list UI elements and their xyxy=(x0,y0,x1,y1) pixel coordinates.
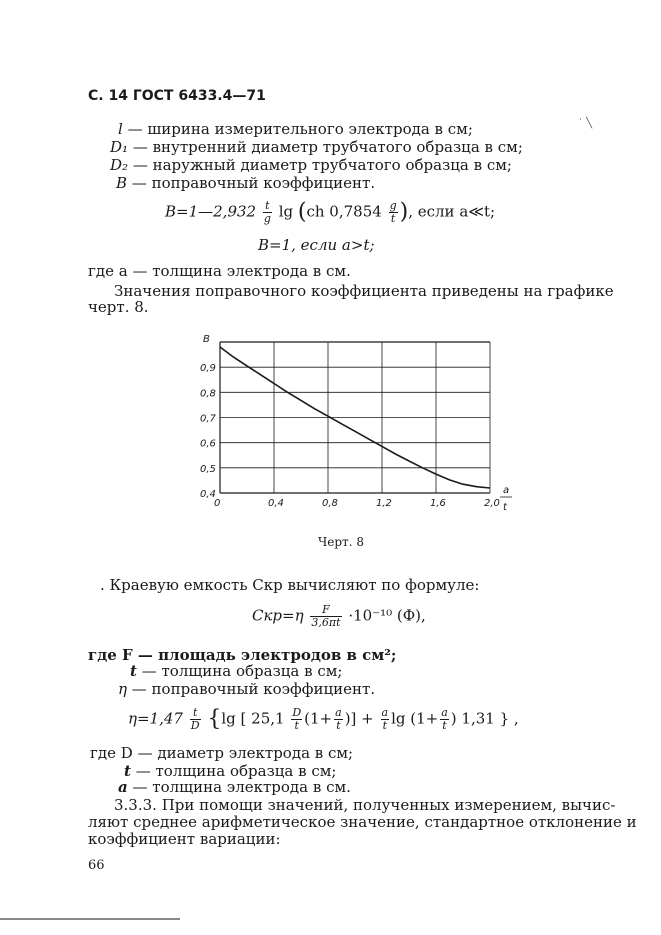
definition-d-text: — диаметр электрода в см; xyxy=(137,744,354,762)
chart-y-tick-label: 0,4 xyxy=(200,489,216,500)
symbol-d2: D₂ xyxy=(110,156,129,174)
definition-eta-text: — поправочный коэффициент. xyxy=(131,680,376,698)
chart-x-tick-label: 2,0 xyxy=(484,498,500,509)
formula-eta-part5: ) 1,31 } , xyxy=(450,709,519,728)
correction-chart xyxy=(185,330,525,525)
chart-y-tick-label: 0,9 xyxy=(200,363,216,375)
formula-eta-lhs: η=1,47 xyxy=(128,709,183,728)
chart-x-tick-label: 0,4 xyxy=(268,498,284,509)
definition-d2 xyxy=(110,156,512,174)
chart-caption: Черт. 8 xyxy=(318,535,364,549)
definition-t-2-text: — толщина образца в см; xyxy=(135,762,337,780)
symbol-eta: η xyxy=(118,680,127,698)
symbol-f: где F xyxy=(88,646,133,664)
fraction-d-t: $\frac{D}{t}$ xyxy=(292,706,302,732)
definition-a xyxy=(118,778,351,796)
fraction-a-t-1: $\frac{a}{t}$ xyxy=(335,706,342,732)
paragraph-1-line-1: Значения поправочного коэффициента приведены на графике xyxy=(114,282,614,300)
formula-b-condition: , если a≪t; xyxy=(408,202,496,221)
fraction-t-g: $\frac{t}{g}$ xyxy=(263,199,271,225)
formula-b: B=1—2,932 $\frac{t}{g}$ lg (ch 0,7854 $\frac{g}{t}$ ), если a≪t; xyxy=(165,199,496,225)
symbol-d1: D₁ xyxy=(110,138,129,156)
formula-eta-part4: lg (1+ xyxy=(391,709,439,728)
chart-x-tick-label: 1,6 xyxy=(430,498,446,509)
chart-y-label: B xyxy=(203,334,210,345)
page-number: 66 xyxy=(88,858,105,873)
chart-y-tick-label: 0,8 xyxy=(200,388,216,400)
chart-ticks xyxy=(200,363,500,509)
scan-edge-line xyxy=(0,918,180,920)
fraction-a-t-3: $\frac{a}{t}$ xyxy=(441,706,448,732)
symbol-d: где D xyxy=(90,744,133,762)
definition-l-text: — ширина измерительного электрода в см; xyxy=(127,120,473,138)
definition-f-text: — площадь электродов в см²; xyxy=(137,646,397,664)
fraction-g-t: $\frac{g}{t}$ xyxy=(389,199,397,225)
definition-b xyxy=(116,174,375,192)
definition-d xyxy=(90,744,353,762)
symbol-t-2: t xyxy=(124,762,131,780)
definition-d1-text: — внутренний диаметр трубчатого образца в см; xyxy=(132,138,523,156)
definition-l xyxy=(118,120,473,138)
where-a-line: где a — толщина электрода в см. xyxy=(88,262,351,280)
paragraph-1-line-2: черт. 8. xyxy=(88,298,149,316)
chart-x-label-den: t xyxy=(503,502,507,513)
chart-y-tick-label: 0,5 xyxy=(200,463,216,475)
symbol-l: l xyxy=(118,120,123,138)
formula-c-edge xyxy=(252,604,426,629)
symbol-a: a xyxy=(118,778,128,796)
paragraph-3-line-1: 3.3.3. При помощи значений, полученных измерением, вычис- xyxy=(114,796,616,814)
fraction-a-t-2: $\frac{a}{t}$ xyxy=(381,706,389,732)
page-header: С. 14 ГОСТ 6433.4—71 xyxy=(88,88,266,104)
chart-x-label-num: a xyxy=(503,485,510,496)
definition-b-text: — поправочный коэффициент. xyxy=(131,174,376,192)
formula-b-lhs: B=1—2,932 xyxy=(165,202,257,221)
symbol-t-1: t xyxy=(130,662,137,680)
formula-eta-part2: (1+ xyxy=(304,709,333,728)
chart-grid xyxy=(220,342,490,493)
definition-t-1 xyxy=(130,662,342,680)
chart-y-tick-label: 0,7 xyxy=(200,413,216,425)
paragraph-3-line-3: коэффициент вариации: xyxy=(88,830,281,848)
formula-b-ch: ch 0,7854 xyxy=(306,202,382,221)
scan-mark: ˙ ╲ xyxy=(578,118,593,129)
chart-x-tick-label: 0,8 xyxy=(322,498,338,509)
definition-a-text: — толщина электрода в см. xyxy=(132,778,351,796)
symbol-b: B xyxy=(116,174,128,192)
fraction-f-over: $\frac{F}{3,6\pi t}$ xyxy=(311,603,341,629)
definition-eta xyxy=(118,680,375,698)
formula-eta-part3: )] + xyxy=(344,709,374,728)
formula-eta: η=1,47 $\frac{t}{D}$ {lg [ 25,1 $\frac{D}{t}$ (1+ $\frac{a}{t}$ )] + $\frac{a}{t}$ lg (1+ $\frac{a}{t}$ ) 1,31 } , xyxy=(128,706,519,732)
chart-y-tick-label: 0,6 xyxy=(200,438,216,450)
formula-b-lg: lg xyxy=(278,202,294,221)
formula-eta-part1: lg [ 25,1 xyxy=(221,709,285,728)
formula-b-equals-one: B=1, если a>t; xyxy=(258,236,375,254)
chart-x-tick-label: 0 xyxy=(214,498,221,509)
paragraph-3-line-2: ляют среднее арифметическое значение, стандартное отклонение и xyxy=(88,813,637,831)
definition-t-1-text: — толщина образца в см; xyxy=(141,662,343,680)
paragraph-2: . Краевую емкость Cкр вычисляют по формуле: xyxy=(100,576,480,594)
formula-c-lhs: Cкр=η xyxy=(252,606,304,625)
definition-d2-text: — наружный диаметр трубчатого образца в см; xyxy=(132,156,512,174)
chart-x-tick-label: 1,2 xyxy=(376,498,392,509)
formula-c-rhs: ·10⁻¹⁰ (Ф), xyxy=(348,606,426,625)
definition-d1 xyxy=(110,138,523,156)
fraction-t-d: $\frac{t}{D}$ xyxy=(190,706,200,732)
